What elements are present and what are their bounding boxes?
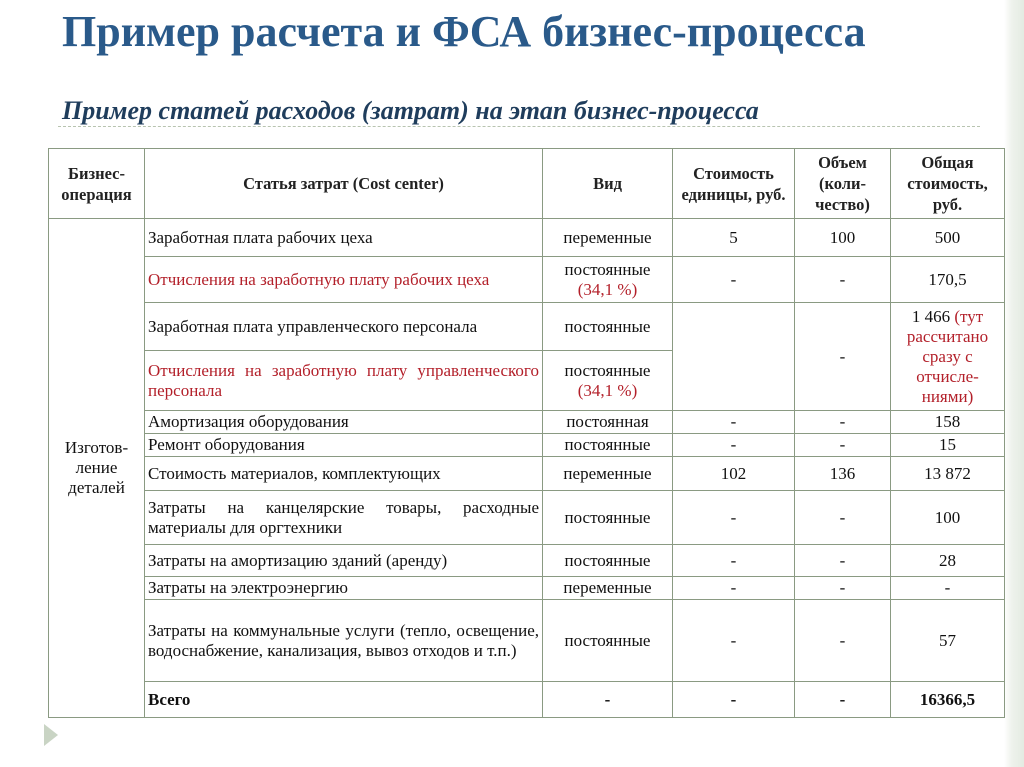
volume-cell: - — [795, 434, 891, 457]
table-row — [49, 491, 1005, 545]
table-row — [49, 219, 1005, 257]
cost-item-cell: Стоимость материалов, комплектующих — [145, 457, 543, 491]
total-cell: 170,5 — [891, 257, 1005, 303]
header-kind: Вид — [543, 149, 673, 219]
divider — [58, 126, 980, 127]
kind-cell: - — [543, 682, 673, 718]
kind-rate: (34,1 %) — [577, 279, 638, 299]
unit-cost-cell: - — [673, 682, 795, 718]
volume-cell: 136 — [795, 457, 891, 491]
unit-cost-cell — [673, 303, 795, 411]
unit-cost-cell: - — [673, 600, 795, 682]
table-row — [49, 545, 1005, 577]
table-row — [49, 257, 1005, 303]
total-label-cell: Всего — [145, 682, 543, 718]
volume-cell: - — [795, 411, 891, 434]
total-cell: 158 — [891, 411, 1005, 434]
kind-cell — [543, 351, 673, 411]
kind-label: постоянные — [564, 259, 651, 279]
table-row — [49, 303, 1005, 351]
kind-cell: переменные — [543, 577, 673, 600]
kind-rate: (34,1 %) — [577, 380, 638, 400]
volume-cell: - — [795, 545, 891, 577]
total-cell: 13 872 — [891, 457, 1005, 491]
cost-item-cell: Затраты на амортизацию зданий (аренду) — [145, 545, 543, 577]
total-cell: 15 — [891, 434, 1005, 457]
volume-cell: - — [795, 303, 891, 411]
business-operation-cell: Изготов-ление деталей — [49, 219, 145, 718]
header-unit-cost: Стоимость единицы, руб. — [673, 149, 795, 219]
table-row — [49, 577, 1005, 600]
table-row — [49, 457, 1005, 491]
total-value: 1 466 — [911, 306, 951, 326]
volume-cell: 100 — [795, 219, 891, 257]
kind-cell: постоянная — [543, 411, 673, 434]
volume-cell: - — [795, 491, 891, 545]
table-header-row — [49, 149, 1005, 219]
slide-subtitle: Пример статей расходов (затрат) на этап бизнес-процесса — [62, 96, 759, 125]
cost-item-cell: Затраты на электроэнергию — [145, 577, 543, 600]
triangle-marker-icon — [44, 724, 58, 746]
total-cell — [891, 303, 1005, 411]
total-cell: - — [891, 577, 1005, 600]
volume-cell: - — [795, 682, 891, 718]
cost-table — [48, 148, 1005, 718]
unit-cost-cell: 102 — [673, 457, 795, 491]
kind-cell: постоянные — [543, 303, 673, 351]
kind-cell: постоянные — [543, 491, 673, 545]
kind-cell: переменные — [543, 457, 673, 491]
kind-cell: постоянные — [543, 545, 673, 577]
unit-cost-cell: - — [673, 545, 795, 577]
slide-side-decoration — [1004, 0, 1024, 767]
header-business-op: Бизнес-операция — [49, 149, 145, 219]
table-row — [49, 434, 1005, 457]
kind-cell: постоянные — [543, 600, 673, 682]
kind-label: постоянные — [564, 360, 651, 380]
cost-item-cell: Ремонт оборудования — [145, 434, 543, 457]
cost-item-cell: Амортизация оборудования — [145, 411, 543, 434]
grand-total-cell: 16366,5 — [891, 682, 1005, 718]
cost-item-cell: Заработная плата управленческого персонала — [145, 303, 543, 351]
slide-title: Пример расчета и ФСА бизнес-процесса — [62, 7, 866, 56]
unit-cost-cell: - — [673, 491, 795, 545]
unit-cost-cell: - — [673, 434, 795, 457]
kind-cell — [543, 257, 673, 303]
kind-cell: постоянные — [543, 434, 673, 457]
table-total-row — [49, 682, 1005, 718]
volume-cell: - — [795, 600, 891, 682]
table-row — [49, 600, 1005, 682]
cost-item-cell: Затраты на канцелярские товары, расходные материалы для оргтехники — [145, 491, 543, 545]
cost-item-cell: Затраты на коммунальные услуги (тепло, освещение, водоснабжение, канализация, вывоз отходов и т.п.) — [145, 600, 543, 682]
table-row — [49, 411, 1005, 434]
header-volume: Объем (коли-чество) — [795, 149, 891, 219]
total-cell: 28 — [891, 545, 1005, 577]
unit-cost-cell: - — [673, 411, 795, 434]
header-cost-item: Статья затрат (Cost center) — [145, 149, 543, 219]
unit-cost-cell: - — [673, 257, 795, 303]
cost-item-cell: Отчисления на заработную плату рабочих цеха — [145, 257, 543, 303]
total-cell: 500 — [891, 219, 1005, 257]
total-note: (тут рассчитано сразу с отчисле-ниями) — [906, 306, 989, 406]
total-cell: 57 — [891, 600, 1005, 682]
cost-item-cell: Заработная плата рабочих цеха — [145, 219, 543, 257]
unit-cost-cell: - — [673, 577, 795, 600]
cost-item-cell: Отчисления на заработную плату управленческого персонала — [145, 351, 543, 411]
unit-cost-cell: 5 — [673, 219, 795, 257]
volume-cell: - — [795, 257, 891, 303]
total-cell: 100 — [891, 491, 1005, 545]
kind-cell: переменные — [543, 219, 673, 257]
volume-cell: - — [795, 577, 891, 600]
header-total: Общая стоимость, руб. — [891, 149, 1005, 219]
